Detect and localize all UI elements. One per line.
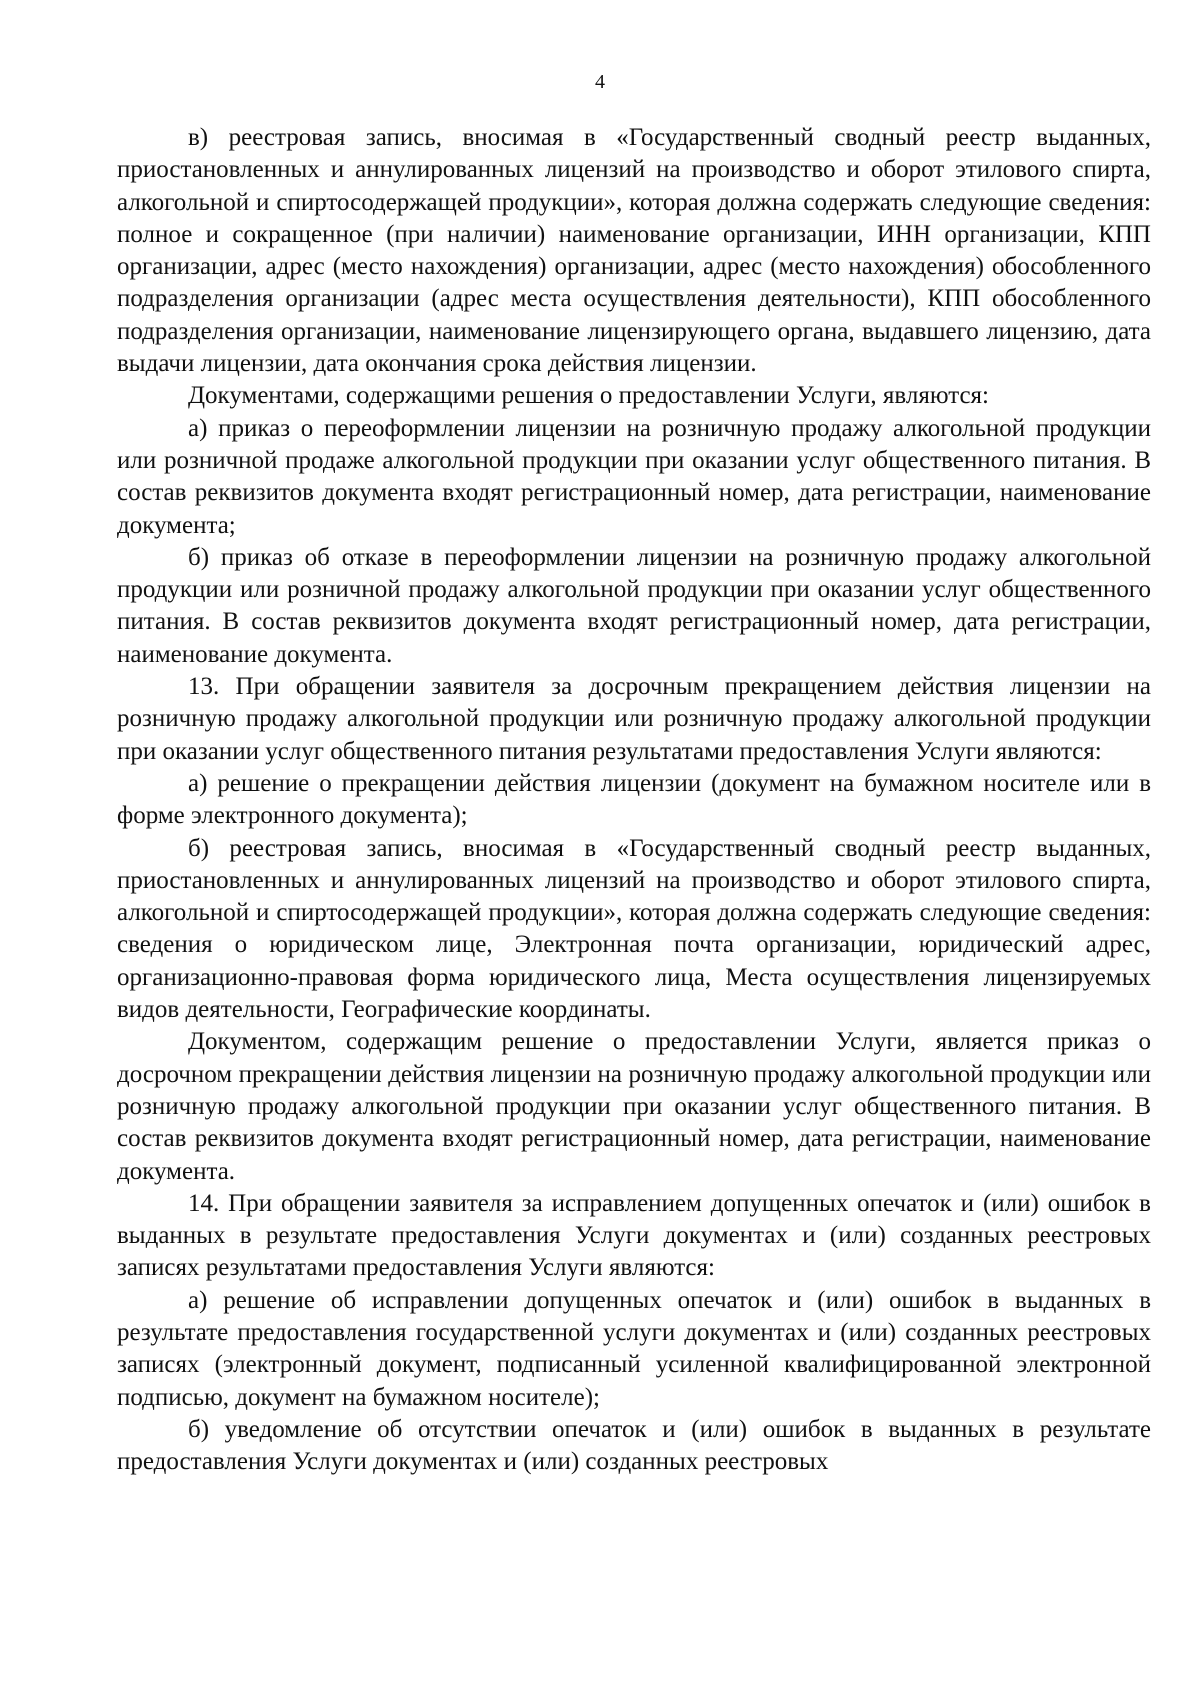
paragraph-decision-document-termination: Документом, содержащим решение о предоставлении Услуги, является приказ о досрочном прекращении действия лицензии на розничную продажу алкогольной продукции или розничную продажу алкогольной продукции при оказании услуг общественного питания. В состав реквизитов документа входят регистрационный номер, дата регистрации, наименование документа. xyxy=(117,1028,1151,1185)
paragraph-13-early-termination: 13. При обращении заявителя за досрочным прекращением действия лицензии на розничную продажу алкогольной продукции или розничную продажу алкогольной продукции при оказании услуг общественного питания результатами предоставления Услуги являются: xyxy=(117,673,1151,765)
paragraph-a-reissue-order: а) приказ о переоформлении лицензии на розничную продажу алкогольной продукции или розничной продаже алкогольной продукции при оказании услуг общественного питания. В состав реквизитов документа входят регистрационный номер, дата регистрации, наименование документа; xyxy=(117,414,1151,539)
paragraph-b-refusal-order: б) приказ об отказе в переоформлении лицензии на розничную продажу алкогольной продукции или розничной продажу алкогольной продукции при оказании услуг общественного питания. В состав реквизитов документа входят регистрационный номер, дата регистрации, наименование документа. xyxy=(117,543,1151,668)
paragraph-a-correction-decision: а) решение об исправлении допущенных опечаток и (или) ошибок в выданных в результате предоставления государственной услуги документах и (или) созданных реестровых записях (электронный документ, подписанный усиленной квалифицированной электронной подписью, документ на бумажном носителе); xyxy=(117,1286,1151,1411)
page-number: 4 xyxy=(595,71,605,93)
paragraph-b-registry-record: б) реестровая запись, вносимая в «Государственный сводный реестр выданных, приостановленных и аннулированных лицензий на производство и оборот этилового спирта, алкогольной и спиртосодержащей продукции», которая должна содержать следующие сведения: сведения о юридическом лице, Электронная почта организации, юридический адрес, организационно-правовая форма юридического лица, Места осуществления лицензируемых видов деятельности, Географические координаты. xyxy=(117,834,1151,1024)
document-body xyxy=(117,122,1151,1478)
paragraph-a-termination-decision: а) решение о прекращении действия лицензии (документ на бумажном носителе или в форме электронного документа); xyxy=(117,769,1151,830)
paragraph-decision-documents-intro: Документами, содержащими решения о предоставлении Услуги, являются: xyxy=(188,382,989,410)
paragraph-v-registry-record: в) реестровая запись, вносимая в «Государственный сводный реестр выданных, приостановленных и аннулированных лицензий на производство и оборот этилового спирта, алкогольной и спиртосодержащей продукции», которая должна содержать следующие сведения: полное и сокращенное (при наличии) наименование организации, ИНН организации, КПП организации, адрес (место нахождения) организации, адрес (место нахождения) обособленного подразделения организации (адрес места осуществления деятельности), КПП обособленного подразделения организации, наименование лицензирующего органа, выдавшего лицензию, дата выдачи лицензии, дата окончания срока действия лицензии. xyxy=(117,124,1151,378)
paragraph-14-error-correction: 14. При обращении заявителя за исправлением допущенных опечаток и (или) ошибок в выданных в результате предоставления Услуги документах и (или) созданных реестровых записях результатами предоставления Услуги являются: xyxy=(117,1189,1151,1282)
paragraph-b-no-errors-notice: б) уведомление об отсутствии опечаток и (или) ошибок в выданных в результате предоставления Услуги документах и (или) созданных реестровых xyxy=(117,1415,1151,1476)
